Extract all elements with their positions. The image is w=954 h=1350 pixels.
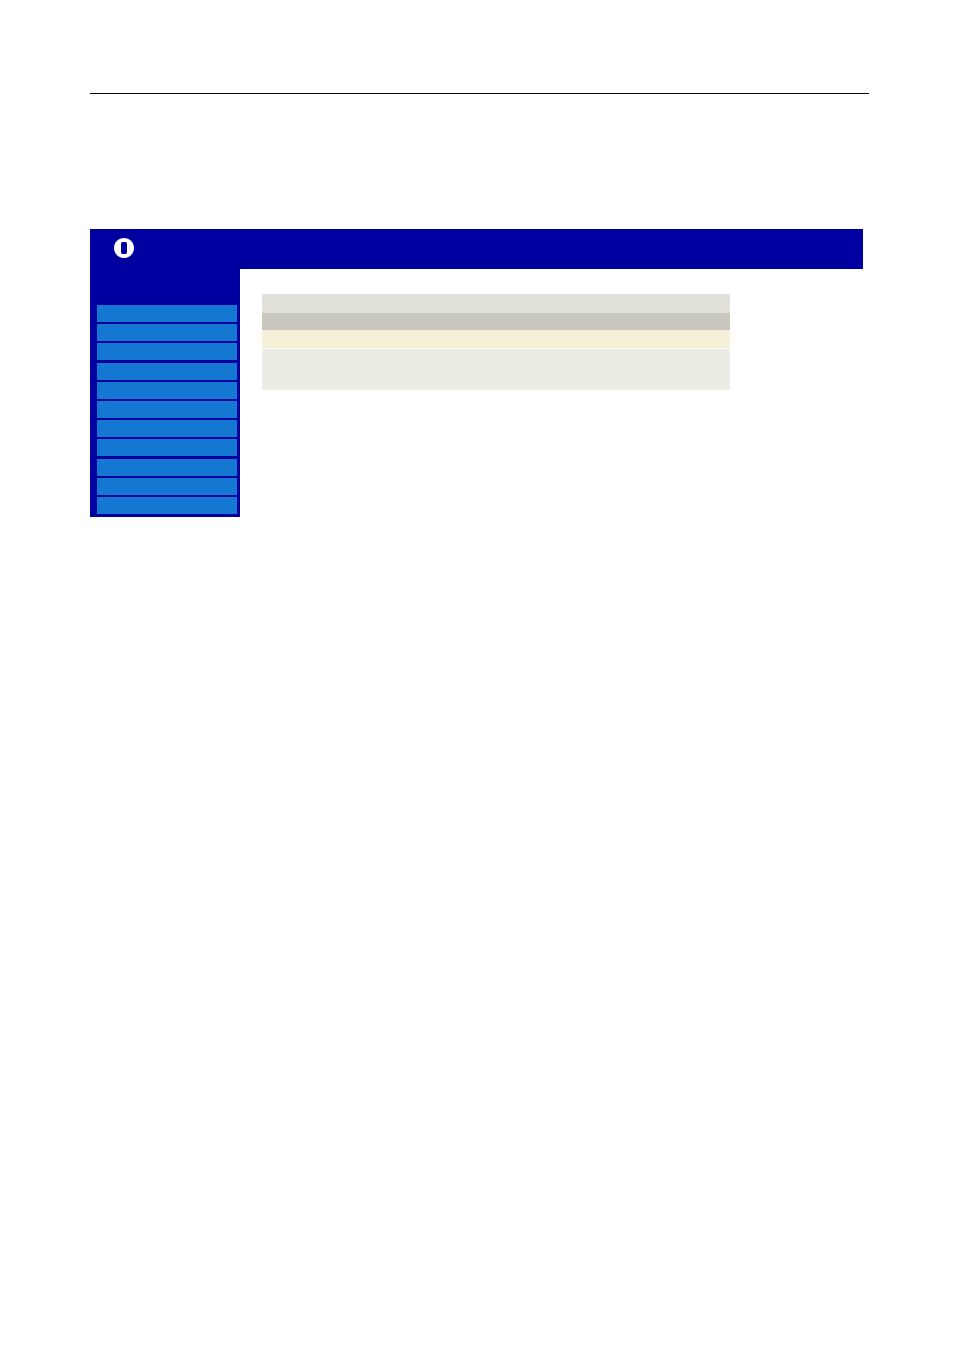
menu-status[interactable]: [97, 305, 237, 322]
menu-configuration[interactable]: [97, 343, 237, 360]
banner: [90, 229, 863, 269]
planet-logo-icon: [114, 238, 134, 258]
rule-table-title: [262, 313, 730, 330]
menu-vpn[interactable]: [97, 459, 237, 476]
menu-wan[interactable]: [97, 382, 237, 399]
menu-quick-start[interactable]: [97, 324, 237, 341]
menu-system[interactable]: [97, 420, 237, 437]
qos-panel: [262, 294, 730, 390]
menu-virtual-server[interactable]: [97, 497, 237, 514]
table-header-row: [262, 330, 730, 349]
menu-lan[interactable]: [97, 363, 237, 380]
sidebar-menu: [97, 305, 237, 516]
planet-logo: [114, 236, 244, 266]
rule-table-screenshot: [90, 229, 863, 517]
panel-title: [262, 294, 730, 313]
menu-firewall[interactable]: [97, 439, 237, 456]
header-rule: [90, 93, 869, 94]
menu-qos[interactable]: [97, 478, 237, 495]
sidebar: [90, 269, 240, 517]
menu-dual-wan[interactable]: [97, 401, 237, 418]
